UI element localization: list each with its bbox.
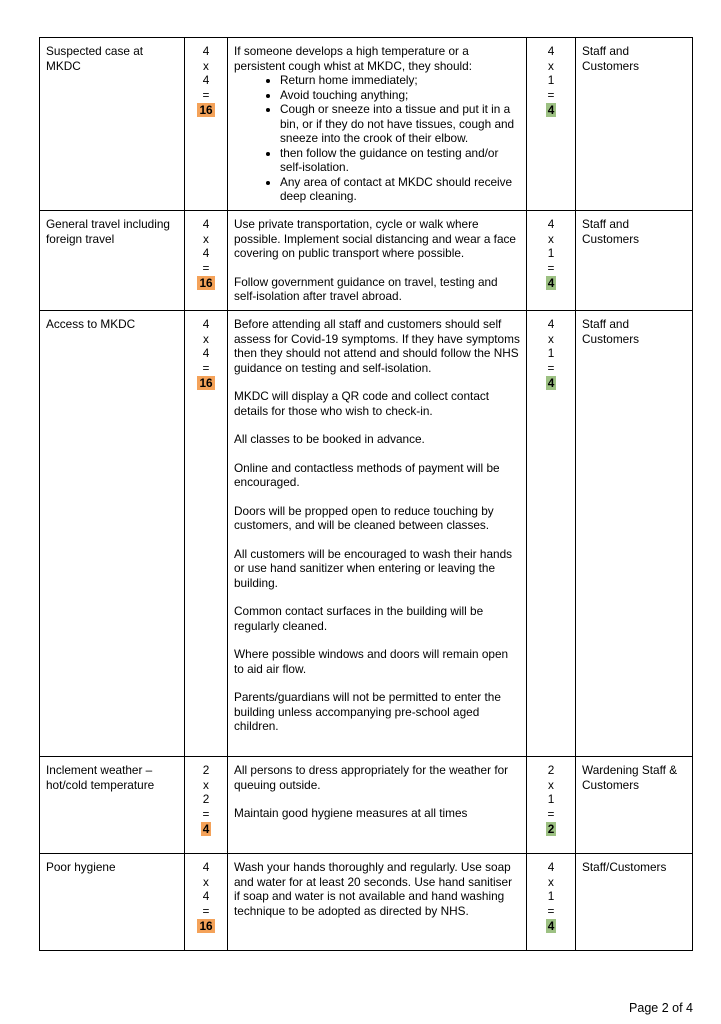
hazard-cell: [40, 211, 185, 311]
equals-sign: =: [547, 360, 555, 375]
hazard-text: General travel including foreign travel: [46, 217, 170, 246]
initial-score-cell: [185, 38, 228, 211]
hazard-text: Inclement weather – hot/cold temperature: [46, 763, 155, 792]
multiply-sign: x: [203, 331, 209, 346]
risk-rating-low: 4: [547, 376, 555, 390]
severity: 1: [547, 792, 555, 806]
risk-rating-low: 2: [547, 822, 555, 836]
residual-score-cell: [527, 311, 576, 757]
severity: 1: [547, 346, 555, 360]
control-measures-cell: [228, 757, 527, 854]
equals-sign: =: [547, 903, 555, 918]
severity: 1: [547, 889, 555, 903]
likelihood: 2: [202, 763, 210, 777]
initial-score-cell: [185, 311, 228, 757]
multiply-sign: x: [203, 58, 209, 73]
measure-paragraph: Online and contactless methods of payment will be encouraged.: [234, 460, 500, 489]
risk-rating-high: 4: [202, 822, 210, 836]
hazard-text: Poor hygiene: [46, 860, 116, 874]
multiply-sign: x: [548, 58, 554, 73]
equals-sign: =: [547, 806, 555, 821]
who-at-risk-cell: [576, 211, 693, 311]
measure-paragraph: Doors will be propped open to reduce touching by customers, and will be cleaned between classes.: [234, 503, 494, 532]
list-item: • then follow the guidance on testing and/or self-isolation.: [280, 146, 520, 175]
multiply-sign: x: [203, 231, 209, 246]
control-measures-cell: [228, 311, 527, 757]
who-at-risk-cell: [576, 311, 693, 757]
measure-paragraph: Maintain good hygiene measures at all times: [234, 806, 468, 820]
likelihood: 4: [547, 217, 555, 231]
who-at-risk-cell: [576, 854, 693, 951]
hazard-cell: [40, 757, 185, 854]
measure-paragraph: Use private transportation, cycle or walk where possible. Implement social distancing and wear a face covering on public transport where possible.: [234, 217, 516, 260]
who-text: Wardening Staff & Customers: [582, 763, 678, 792]
hazard-cell: [40, 38, 185, 211]
likelihood: 4: [202, 217, 210, 231]
equals-sign: =: [547, 260, 555, 275]
initial-score-cell: [185, 854, 228, 951]
list-item: • Any area of contact at MKDC should receive deep cleaning.: [280, 175, 520, 204]
equals-sign: =: [202, 260, 210, 275]
risk-rating-high: 16: [199, 276, 213, 290]
who-at-risk-cell: [576, 757, 693, 854]
list-item: • Avoid touching anything;: [280, 88, 520, 103]
equals-sign: =: [202, 360, 210, 375]
table-row: [40, 757, 693, 854]
risk-rating-low: 4: [547, 103, 555, 117]
severity: 1: [547, 73, 555, 87]
residual-score-cell: [527, 38, 576, 211]
initial-score-cell: [185, 757, 228, 854]
who-at-risk-cell: [576, 38, 693, 211]
multiply-sign: x: [548, 231, 554, 246]
likelihood: 4: [547, 317, 555, 331]
likelihood: 4: [202, 317, 210, 331]
severity: 4: [202, 73, 210, 87]
hazard-text: Access to MKDC: [46, 317, 136, 331]
likelihood: 4: [202, 44, 210, 58]
severity: 4: [202, 346, 210, 360]
equals-sign: =: [202, 87, 210, 102]
list-item: • Cough or sneeze into a tissue and put it in a bin, or if they do not have tissues, cough and sneeze into the crook of their elbow.: [280, 102, 520, 146]
risk-rating-low: 4: [547, 276, 555, 290]
risk-rating-high: 16: [199, 919, 213, 933]
table-row: [40, 854, 693, 951]
page-number: Page 2 of 4: [629, 1001, 693, 1015]
equals-sign: =: [202, 806, 210, 821]
severity: 4: [202, 889, 210, 903]
measure-paragraph: All classes to be booked in advance.: [234, 432, 425, 446]
risk-rating-low: 4: [547, 919, 555, 933]
measure-paragraph: Parents/guardians will not be permitted to enter the building unless accompanying pre-school aged children.: [234, 690, 501, 733]
measure-paragraph: Wash your hands thoroughly and regularly. Use soap and water for at least 20 seconds. Use hand sanitiser if soap and water is not available and hand washing technique to be adopted as directed by NHS.: [234, 860, 513, 918]
multiply-sign: x: [203, 777, 209, 792]
control-measures-cell: [228, 854, 527, 951]
severity: 1: [547, 246, 555, 260]
measure-paragraph: Common contact surfaces in the building will be regularly cleaned.: [234, 604, 484, 633]
measures-list: [234, 73, 520, 204]
residual-score-cell: [527, 757, 576, 854]
risk-assessment-table: [39, 37, 693, 951]
residual-score-cell: [527, 854, 576, 951]
equals-sign: =: [202, 903, 210, 918]
risk-rating-high: 16: [199, 103, 213, 117]
control-measures-cell: [228, 211, 527, 311]
measure-paragraph: Before attending all staff and customers should self assess for Covid-19 symptoms. If they have symptoms then they should not attend and should follow the NHS guidance on testing and self-isolation.: [234, 317, 520, 375]
likelihood: 4: [547, 44, 555, 58]
control-measures-cell: [228, 38, 527, 211]
multiply-sign: x: [548, 874, 554, 889]
initial-score-cell: [185, 211, 228, 311]
residual-score-cell: [527, 211, 576, 311]
measure-paragraph: Where possible windows and doors will remain open to aid air flow.: [234, 647, 509, 676]
hazard-cell: [40, 311, 185, 757]
table-row: [40, 311, 693, 757]
hazard-text: Suspected case at MKDC: [46, 44, 144, 73]
who-text: Staff and Customers: [582, 317, 640, 346]
table-row: [40, 211, 693, 311]
risk-rating-high: 16: [199, 376, 213, 390]
measure-paragraph: All persons to dress appropriately for the weather for queuing outside.: [234, 763, 509, 792]
likelihood: 4: [202, 860, 210, 874]
multiply-sign: x: [203, 874, 209, 889]
list-item: • Return home immediately;: [280, 73, 520, 88]
severity: 2: [202, 792, 210, 806]
multiply-sign: x: [548, 777, 554, 792]
likelihood: 4: [547, 860, 555, 874]
hazard-cell: [40, 854, 185, 951]
measure-paragraph: All customers will be encouraged to wash their hands or use hand sanitizer when entering or leaving the building.: [234, 546, 513, 590]
who-text: Staff/Customers: [582, 860, 667, 874]
equals-sign: =: [547, 87, 555, 102]
likelihood: 2: [547, 763, 555, 777]
multiply-sign: x: [548, 331, 554, 346]
measure-paragraph: MKDC will display a QR code and collect contact details for those who wish to check-in.: [234, 389, 490, 418]
measure-paragraph: Follow government guidance on travel, testing and self-isolation after travel abroad.: [234, 274, 498, 303]
severity: 4: [202, 246, 210, 260]
table-row: [40, 38, 693, 211]
who-text: Staff and Customers: [582, 217, 640, 246]
who-text: Staff and Customers: [582, 44, 640, 73]
measures-intro: If someone develops a high temperature or a persistent cough whist at MKDC, they should:: [234, 44, 473, 73]
